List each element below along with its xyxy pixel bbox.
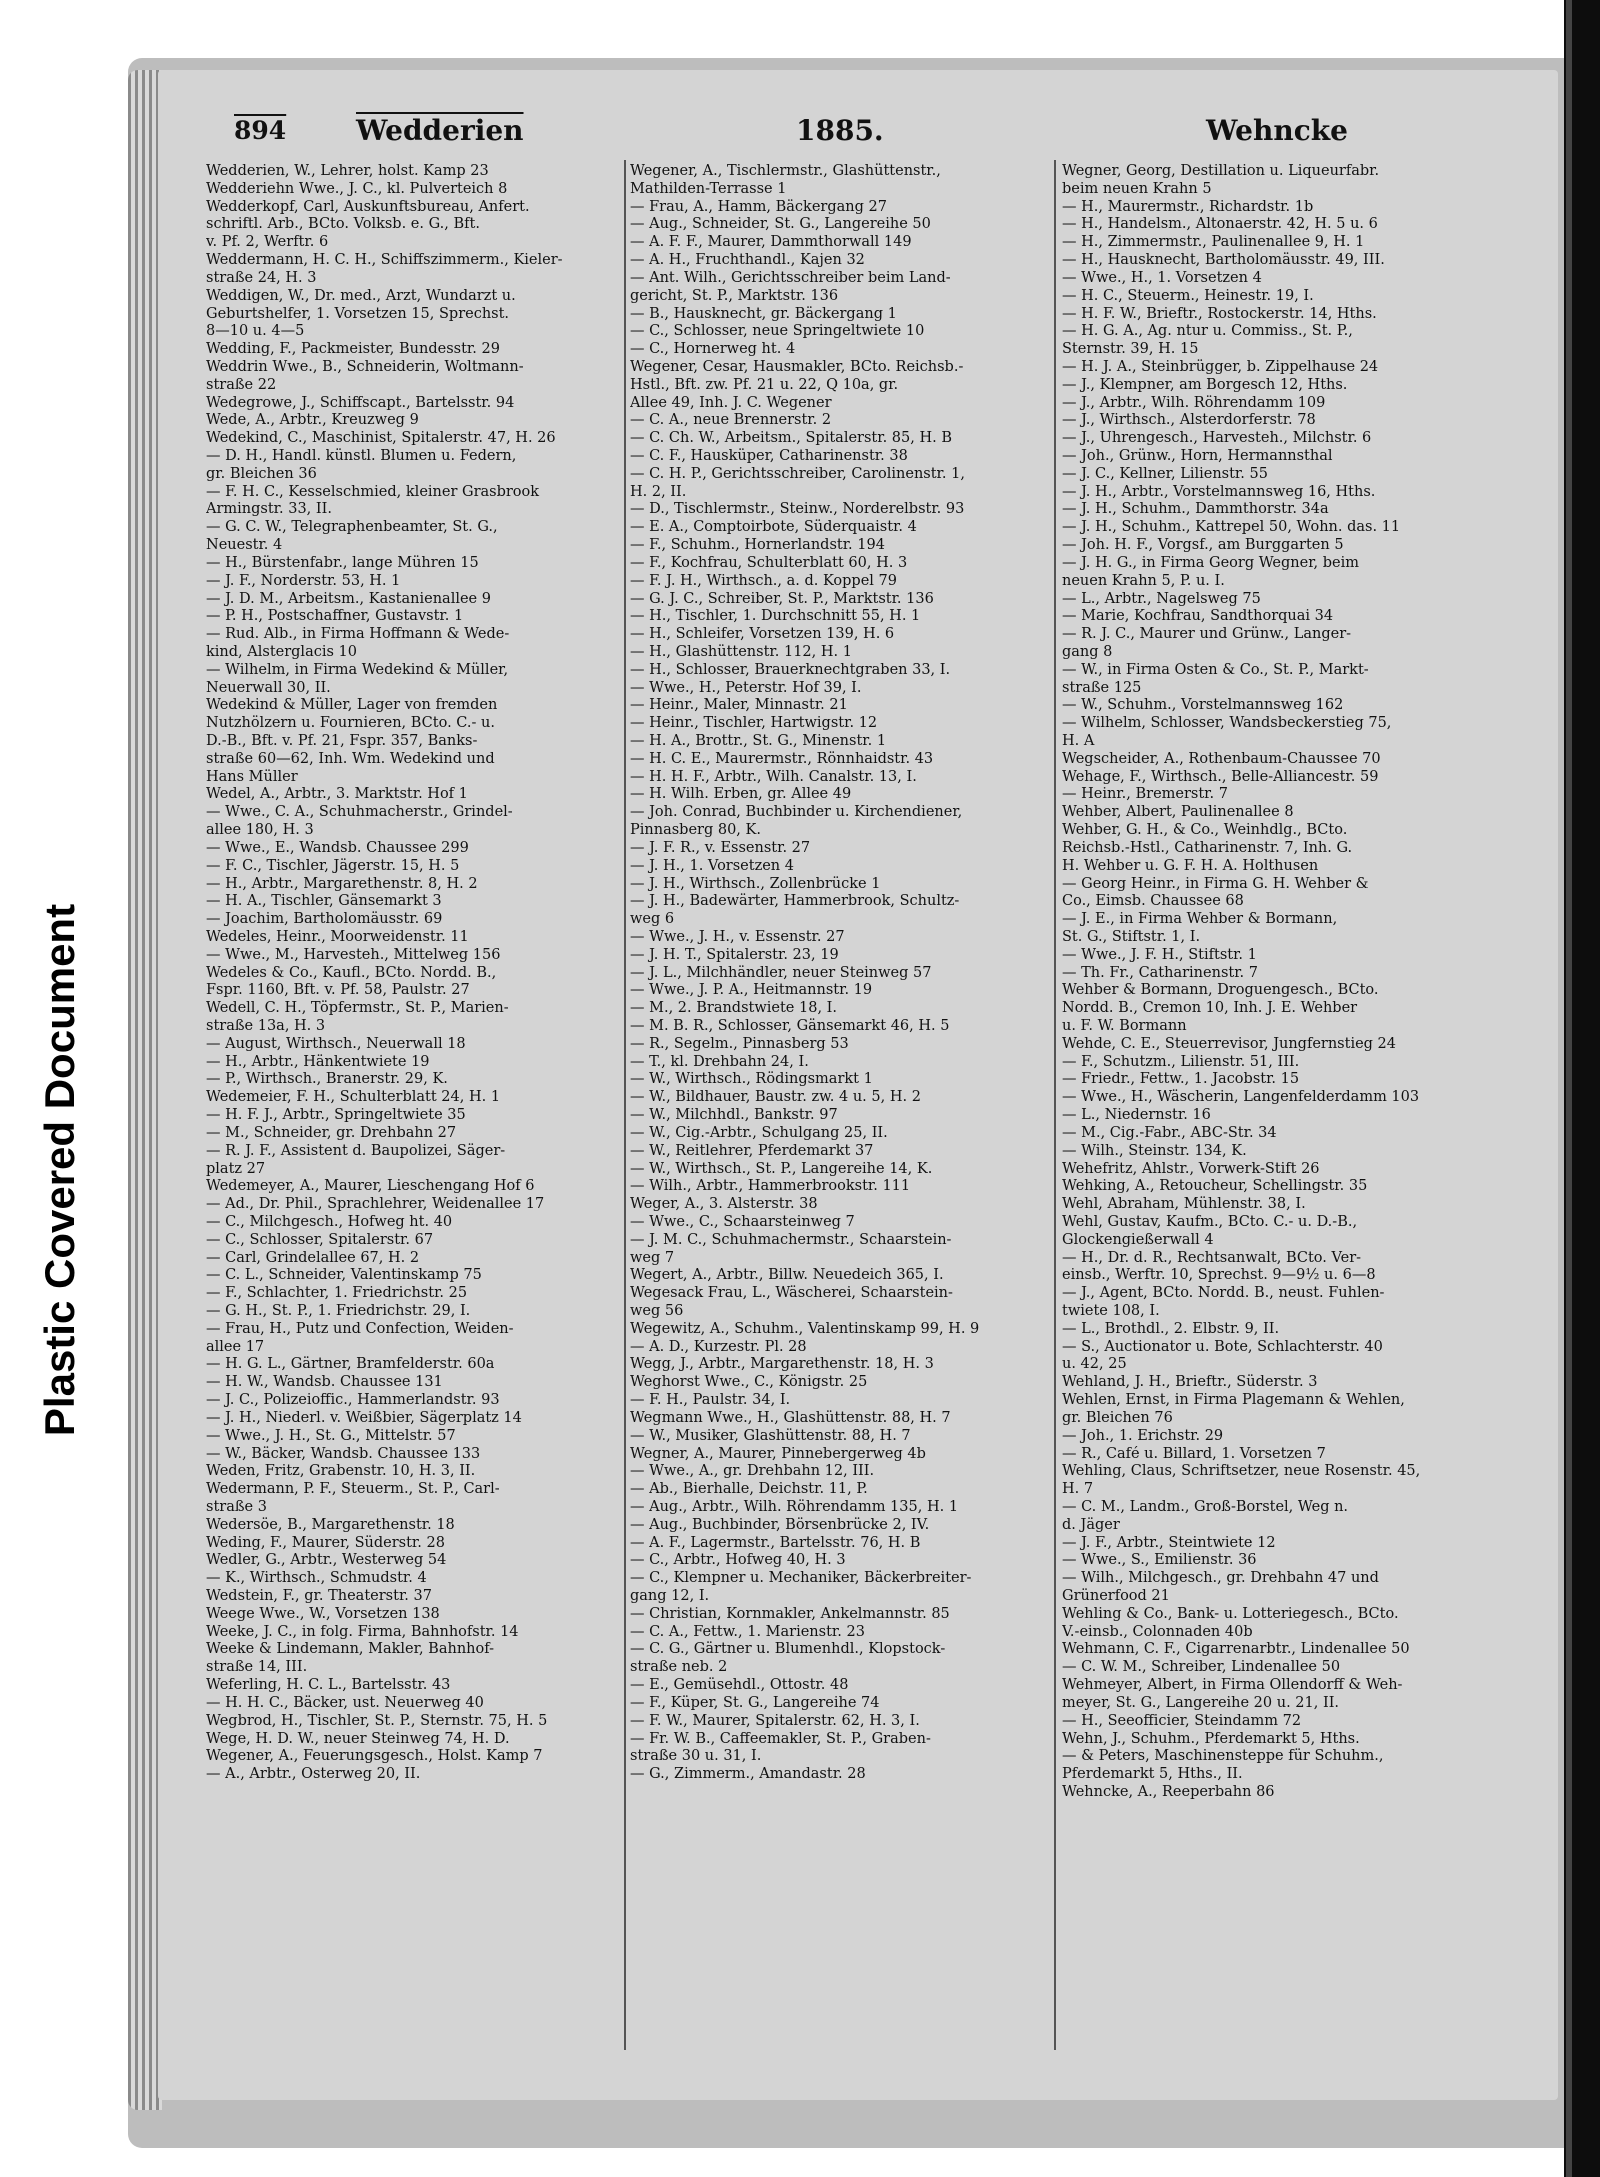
directory-line: Weeke & Lindemann, Makler, Bahnhof-: [206, 1641, 494, 1658]
directory-line: straße 3: [206, 1498, 267, 1515]
directory-line: gang 12, I.: [630, 1588, 710, 1604]
directory-line: — C. Ch. W., Arbeitsm., Spitalerstr. 85, H. B: [630, 430, 952, 447]
directory-column-1: [206, 163, 620, 1784]
directory-line: — Wilh., Steinstr. 134, K.: [1062, 1142, 1247, 1159]
directory-line: — Wwe., A., gr. Drehbahn 12, III.: [630, 1463, 875, 1480]
directory-line: Glockengießerwall 4: [1062, 1231, 1214, 1248]
directory-line: — C. A., Fettw., 1. Marienstr. 23: [630, 1623, 865, 1640]
directory-line: — A. F. F., Maurer, Dammthorwall 149: [630, 234, 912, 251]
directory-line: — C., Milchgesch., Hofweg ht. 40: [206, 1213, 453, 1230]
directory-line: — R., Café u. Billard, 1. Vorsetzen 7: [1062, 1445, 1326, 1462]
directory-line: — C. G., Gärtner u. Blumenhdl., Klopstock-: [630, 1641, 946, 1658]
directory-line: weg 6: [630, 911, 675, 928]
directory-line: — Frau, H., Putz und Confection, Weiden-: [206, 1320, 514, 1337]
directory-line: — J. E., in Firma Wehber & Bormann,: [1062, 911, 1338, 928]
directory-line: — C. H. P., Gerichtsschreiber, Carolinenstr. 1,: [630, 465, 965, 482]
directory-line: kind, Alsterglacis 10: [206, 643, 357, 660]
directory-line: Wegg, J., Arbtr., Margarethenstr. 18, H. 3: [630, 1356, 934, 1373]
directory-line: Wegesack Frau, L., Wäscherei, Schaarstein-: [630, 1285, 953, 1302]
directory-line: Neuerwall 30, II.: [206, 679, 331, 696]
directory-line: Wedekind & Müller, Lager von fremden: [206, 697, 498, 714]
directory-line: Nordd. B., Cremon 10, Inh. J. E. Wehber: [1062, 1000, 1358, 1017]
directory-line: straße neb. 2: [630, 1659, 728, 1676]
directory-line: — L., Brothdl., 2. Elbstr. 9, II.: [1062, 1320, 1280, 1337]
directory-line: Fspr. 1160, Bft. v. Pf. 58, Paulstr. 27: [206, 982, 470, 999]
directory-line: u. F. W. Bormann: [1062, 1018, 1187, 1034]
header-right-keyword: Wehncke: [1206, 114, 1348, 147]
directory-line: — C. L., Schneider, Valentinskamp 75: [206, 1267, 482, 1284]
header-left-keyword: Wedderien: [356, 114, 524, 147]
directory-line: — H. C., Steuerm., Heinestr. 19, I.: [1062, 287, 1314, 304]
directory-line: straße 22: [206, 376, 277, 393]
directory-line: — H. Wilh. Erben, gr. Allee 49: [630, 786, 852, 803]
directory-line: — F. H. C., Kesselschmied, kleiner Grasbrook: [206, 483, 540, 500]
directory-line: — Joh. H. F., Vorgsf., am Burggarten 5: [1062, 537, 1344, 554]
directory-line: — G., Zimmerm., Amandastr. 28: [630, 1766, 866, 1783]
directory-line: — Th. Fr., Catharinenstr. 7: [1062, 964, 1258, 981]
directory-line: — J., Klempner, am Borgesch 12, Hths.: [1062, 376, 1348, 393]
directory-line: — M. B. R., Schlosser, Gänsemarkt 46, H. 5: [630, 1018, 950, 1034]
directory-line: — C., Klempner u. Mechaniker, Bäckerbreiter-: [630, 1570, 972, 1587]
directory-line: — F., Schutzm., Lilienstr. 51, III.: [1062, 1053, 1300, 1070]
directory-line: D.-B., Bft. v. Pf. 21, Fspr. 357, Banks-: [206, 733, 478, 749]
directory-line: — B., Hausknecht, gr. Bäckergang 1: [630, 305, 897, 322]
directory-line: — F. H., Paulstr. 34, I.: [630, 1392, 791, 1409]
directory-line: — F. W., Maurer, Spitalerstr. 62, H. 3, I.: [630, 1712, 920, 1729]
directory-line: Wehmann, C. F., Cigarrenarbtr., Lindenallee 50: [1062, 1641, 1410, 1658]
directory-line: — J. D. M., Arbeitsm., Kastanienallee 9: [206, 590, 491, 607]
directory-line: — D., Tischlermstr., Steinw., Norderelbstr. 93: [630, 501, 965, 518]
directory-line: — J. H., Wirthsch., Zollenbrücke 1: [630, 875, 881, 892]
directory-line: Wehn, J., Schuhm., Pferdemarkt 5, Hths.: [1062, 1730, 1360, 1747]
directory-line: — Wilhelm, Schlosser, Wandsbeckerstieg 75,: [1062, 715, 1392, 732]
directory-line: — D. H., Handl. künstl. Blumen u. Federn,: [206, 448, 517, 464]
directory-line: — W., Cig.-Arbtr., Schulgang 25, II.: [630, 1124, 888, 1141]
directory-line: — H., Handelsm., Altonaerstr. 42, H. 5 u. 6: [1062, 216, 1378, 233]
directory-line: — A. H., Fruchthandl., Kajen 32: [630, 252, 865, 269]
right-border-highlight: [1566, 0, 1572, 2177]
directory-line: — T., kl. Drehbahn 24, I.: [630, 1053, 809, 1070]
directory-line: — J., Wirthsch., Alsterdorferstr. 78: [1062, 412, 1316, 429]
directory-line: — Marie, Kochfrau, Sandthorquai 34: [1062, 608, 1334, 625]
directory-line: — H., Schleifer, Vorsetzen 139, H. 6: [630, 626, 895, 643]
directory-line: Sternstr. 39, H. 15: [1062, 341, 1199, 358]
directory-line: — & Peters, Maschinensteppe für Schuhm.,: [1062, 1748, 1384, 1765]
directory-line: — Wwe., E., Wandsb. Chaussee 299: [206, 839, 469, 856]
directory-line: straße 30 u. 31, I.: [630, 1748, 762, 1765]
directory-line: Wege, H. D. W., neuer Steinweg 74, H. D.: [206, 1730, 510, 1747]
directory-line: — J. C., Polizeioffic., Hammerlandstr. 93: [206, 1392, 500, 1409]
directory-line: — H., Maurermstr., Richardstr. 1b: [1062, 198, 1314, 215]
directory-line: — Wwe., H., 1. Vorsetzen 4: [1062, 269, 1262, 286]
directory-line: beim neuen Krahn 5: [1062, 180, 1212, 197]
directory-line: Wehage, F., Wirthsch., Belle-Alliancestr. 59: [1062, 768, 1379, 785]
side-label-text: Plastic Covered Document: [36, 903, 83, 1437]
directory-line: — Wwe., H., Peterstr. Hof 39, I.: [630, 679, 862, 696]
directory-line: — Wwe., S., Emilienstr. 36: [1062, 1552, 1257, 1569]
directory-line: Wehmeyer, Albert, in Firma Ollendorff & Weh-: [1062, 1677, 1403, 1694]
directory-line: — Wwe., J. H., v. Essenstr. 27: [630, 928, 845, 945]
directory-line: straße 125: [1062, 679, 1142, 696]
directory-line: — Wwe., J. P. A., Heitmannstr. 19: [630, 982, 873, 999]
directory-line: — W., Wirthsch., St. P., Langereihe 14, K.: [630, 1160, 933, 1177]
directory-line: V.-einsb., Colonnaden 40b: [1062, 1623, 1253, 1640]
directory-line: — R., Segelm., Pinnasberg 53: [630, 1035, 849, 1052]
directory-line: — C., Schlosser, neue Springeltwiete 10: [630, 323, 925, 340]
directory-line: Wedemeyer, A., Maurer, Lieschengang Hof 6: [206, 1178, 535, 1195]
directory-line: Wedderkopf, Carl, Auskunftsbureau, Anfert.: [206, 198, 530, 215]
directory-line: gr. Bleichen 36: [206, 465, 317, 482]
directory-line: Wedermann, P. F., Steuerm., St. P., Carl-: [206, 1481, 500, 1498]
directory-line: schriftl. Arb., BCto. Volksb. e. G., Bft.: [206, 216, 480, 233]
directory-line: Wedeles & Co., Kaufl., BCto. Nordd. B.,: [206, 964, 497, 981]
directory-line: Weddrin Wwe., B., Schneiderin, Woltmann-: [206, 358, 524, 375]
directory-line: Grünerfood 21: [1062, 1588, 1170, 1604]
directory-line: — H., Seeofficier, Steindamm 72: [1062, 1712, 1302, 1729]
directory-line: — C. W. M., Schreiber, Lindenallee 50: [1062, 1659, 1341, 1676]
directory-line: — W., in Firma Osten & Co., St. P., Markt-: [1062, 661, 1369, 678]
directory-line: — H., Schlosser, Brauerknechtgraben 33, I.: [630, 661, 951, 678]
directory-line: Wedel, A., Arbtr., 3. Marktstr. Hof 1: [206, 786, 468, 803]
directory-line: — H., Zimmermstr., Paulinenallee 9, H. 1: [1062, 234, 1365, 251]
directory-line: — H., Tischler, 1. Durchschnitt 55, H. 1: [630, 608, 921, 625]
directory-line: Wehber, Albert, Paulinenallee 8: [1062, 804, 1294, 821]
directory-line: — Aug., Buchbinder, Börsenbrücke 2, IV.: [630, 1516, 930, 1533]
directory-line: — Carl, Grindelallee 67, H. 2: [206, 1249, 420, 1266]
directory-line: — Wwe., C. A., Schuhmacherstr., Grindel-: [206, 804, 513, 821]
directory-line: Wegert, A., Arbtr., Billw. Neuedeich 365, I.: [630, 1267, 944, 1284]
directory-line: Wedler, G., Arbtr., Westerweg 54: [206, 1552, 447, 1569]
directory-line: Wegener, A., Feuerungsgesch., Holst. Kamp 7: [206, 1748, 543, 1765]
column-divider-2: [1054, 160, 1056, 2050]
directory-line: Wedell, C. H., Töpfermstr., St. P., Marien-: [206, 1000, 509, 1017]
directory-line: — Frau, A., Hamm, Bäckergang 27: [630, 198, 887, 215]
directory-line: Wegener, A., Tischlermstr., Glashüttenstr.,: [630, 163, 941, 179]
directory-line: — C. F., Hausküper, Catharinenstr. 38: [630, 448, 908, 464]
directory-line: Wehking, A., Retoucheur, Schellingstr. 35: [1062, 1178, 1368, 1195]
directory-line: — A., Arbtr., Osterweg 20, II.: [206, 1766, 421, 1783]
directory-line: straße 13a, H. 3: [206, 1018, 326, 1034]
directory-line: Wehland, J. H., Brieftr., Süderstr. 3: [1062, 1374, 1318, 1391]
directory-line: Wehlen, Ernst, in Firma Plagemann & Wehlen,: [1062, 1392, 1405, 1409]
directory-line: — Aug., Arbtr., Wilh. Röhrendamm 135, H. 1: [630, 1498, 959, 1515]
directory-line: — Friedr., Fettw., 1. Jacobstr. 15: [1062, 1071, 1300, 1088]
directory-line: gericht, St. P., Marktstr. 136: [630, 287, 839, 304]
directory-line: — J. F., Arbtr., Steintwiete 12: [1062, 1534, 1276, 1551]
directory-line: Wedderiehn Wwe., J. C., kl. Pulverteich 8: [206, 180, 508, 197]
directory-line: Wehncke, A., Reeperbahn 86: [1062, 1783, 1275, 1800]
directory-line: Wedersöe, B., Margarethenstr. 18: [206, 1516, 455, 1533]
directory-line: Wehde, C. E., Steuerrevisor, Jungfernstieg 24: [1062, 1035, 1397, 1052]
directory-line: v. Pf. 2, Werftr. 6: [206, 234, 329, 251]
directory-line: — J. M. C., Schuhmachermstr., Schaarstein-: [630, 1231, 952, 1248]
directory-line: — J. H. T., Spitalerstr. 23, 19: [630, 946, 839, 963]
directory-line: — G. C. W., Telegraphenbeamter, St. G.,: [206, 519, 498, 536]
directory-line: d. Jäger: [1062, 1516, 1120, 1533]
directory-line: — H. A., Tischler, Gänsemarkt 3: [206, 893, 442, 910]
directory-line: Wegscheider, A., Rothenbaum-Chaussee 70: [1062, 750, 1381, 767]
directory-line: — H. H. C., Bäcker, ust. Neuerweg 40: [206, 1694, 484, 1711]
directory-line: Wehl, Abraham, Mühlenstr. 38, I.: [1062, 1196, 1306, 1213]
directory-line: Wehling & Co., Bank- u. Lotteriegesch., BCto.: [1062, 1605, 1399, 1622]
directory-line: Wehber & Bormann, Droguengesch., BCto.: [1062, 982, 1379, 999]
directory-line: — J. H., Schuhm., Dammthorstr. 34a: [1062, 501, 1329, 518]
directory-line: Weferling, H. C. L., Bartelsstr. 43: [206, 1677, 451, 1694]
directory-line: — C., Arbtr., Hofweg 40, H. 3: [630, 1552, 846, 1569]
directory-line: u. 42, 25: [1062, 1356, 1127, 1373]
directory-line: H. 2, II.: [630, 483, 687, 500]
directory-line: — H. F. J., Arbtr., Springeltwiete 35: [206, 1107, 466, 1124]
directory-line: Hstl., Bft. zw. Pf. 21 u. 22, Q 10a, gr.: [630, 376, 899, 393]
directory-line: Mathilden-Terrasse 1: [630, 180, 787, 197]
directory-line: Weghorst Wwe., C., Königstr. 25: [630, 1374, 868, 1391]
directory-line: — H., Dr. d. R., Rechtsanwalt, BCto. Ver-: [1062, 1249, 1362, 1266]
directory-line: — G. J. C., Schreiber, St. P., Marktstr. 136: [630, 590, 934, 607]
directory-line: — C. A., neue Brennerstr. 2: [630, 412, 832, 429]
directory-line: Wedeles, Heinr., Moorweidenstr. 11: [206, 928, 469, 945]
directory-line: — Heinr., Bremerstr. 7: [1062, 786, 1228, 803]
directory-line: — W., Bäcker, Wandsb. Chaussee 133: [206, 1445, 481, 1462]
directory-line: — J., Agent, BCto. Nordd. B., neust. Fuhlen-: [1062, 1285, 1385, 1302]
directory-line: — C., Schlosser, Spitalerstr. 67: [206, 1231, 434, 1248]
directory-line: — F., Kochfrau, Schulterblatt 60, H. 3: [630, 554, 908, 571]
directory-line: St. G., Stiftstr. 1, I.: [1062, 928, 1201, 945]
directory-line: — Ad., Dr. Phil., Sprachlehrer, Weidenallee 17: [206, 1196, 545, 1213]
directory-line: — J. F., Norderstr. 53, H. 1: [206, 572, 401, 589]
directory-line: — H., Arbtr., Hänkentwiete 19: [206, 1053, 430, 1070]
directory-line: — M., Schneider, gr. Drehbahn 27: [206, 1124, 457, 1141]
header-year: 1885.: [796, 114, 884, 147]
directory-line: 8—10 u. 4—5: [206, 323, 305, 340]
directory-line: Wegewitz, A., Schuhm., Valentinskamp 99, H. 9: [630, 1320, 980, 1337]
directory-line: — J. H., 1. Vorsetzen 4: [630, 857, 794, 874]
directory-line: Wegner, Georg, Destillation u. Liqueurfabr.: [1062, 163, 1380, 179]
directory-line: — Joh. Conrad, Buchbinder u. Kirchendiener,: [630, 804, 963, 821]
directory-line: — Ant. Wilh., Gerichtsschreiber beim Land-: [630, 269, 951, 286]
page-number: 894: [234, 116, 287, 145]
directory-line: Neuestr. 4: [206, 537, 283, 554]
directory-line: — J. H. G., in Firma Georg Wegner, beim: [1062, 554, 1360, 571]
directory-column-2: [630, 163, 1048, 1784]
directory-line: Wegmann Wwe., H., Glashüttenstr. 88, H. 7: [630, 1409, 951, 1426]
book-page-edges: [128, 70, 162, 2110]
directory-line: — A. D., Kurzestr. Pl. 28: [630, 1338, 807, 1355]
column-divider-1: [624, 160, 626, 2050]
directory-line: — G. H., St. P., 1. Friedrichstr. 29, I.: [206, 1303, 471, 1319]
directory-line: — Georg Heinr., in Firma G. H. Wehber &: [1062, 875, 1369, 892]
directory-line: Wedemeier, F. H., Schulterblatt 24, H. 1: [206, 1089, 501, 1106]
directory-line: weg 56: [630, 1303, 684, 1319]
directory-line: — F., Schuhm., Hornerlandstr. 194: [630, 537, 885, 554]
directory-line: — F., Schlachter, 1. Friedrichstr. 25: [206, 1285, 468, 1302]
directory-line: — K., Wirthsch., Schmudstr. 4: [206, 1570, 427, 1587]
directory-column-3: [1062, 163, 1532, 1802]
directory-line: — Rud. Alb., in Firma Hoffmann & Wede-: [206, 626, 510, 643]
directory-line: — Joh., Grünw., Horn, Hermannsthal: [1062, 448, 1333, 464]
directory-line: Wehling, Claus, Schriftsetzer, neue Rosenstr. 45,: [1062, 1463, 1421, 1480]
directory-line: — H. H. F., Arbtr., Wilh. Canalstr. 13, I.: [630, 768, 917, 785]
directory-line: straße 14, III.: [206, 1659, 308, 1676]
directory-line: — Aug., Schneider, St. G., Langereihe 50: [630, 216, 931, 233]
directory-line: — H., Glashüttenstr. 112, H. 1: [630, 643, 852, 660]
directory-line: Weeke, J. C., in folg. Firma, Bahnhofstr. 14: [206, 1623, 519, 1640]
directory-line: Weden, Fritz, Grabenstr. 10, H. 3, II.: [206, 1463, 476, 1480]
directory-line: — L., Niedernstr. 16: [1062, 1107, 1211, 1124]
directory-line: — L., Arbtr., Nagelsweg 75: [1062, 590, 1261, 607]
directory-line: — H. J. A., Steinbrügger, b. Zippelhause 24: [1062, 358, 1379, 375]
directory-line: — August, Wirthsch., Neuerwall 18: [206, 1035, 466, 1052]
directory-line: Wedderien, W., Lehrer, holst. Kamp 23: [206, 163, 489, 179]
directory-line: Armingstr. 33, II.: [206, 501, 332, 518]
directory-line: — H., Bürstenfabr., lange Mühren 15: [206, 554, 479, 571]
directory-line: — F. C., Tischler, Jägerstr. 15, H. 5: [206, 857, 460, 874]
directory-line: platz 27: [206, 1160, 266, 1177]
directory-line: — Wwe., H., Wäscherin, Langenfelderdamm 103: [1062, 1089, 1420, 1106]
directory-line: — Christian, Kornmakler, Ankelmannstr. 85: [630, 1605, 950, 1622]
directory-line: — F. J. H., Wirthsch., a. d. Koppel 79: [630, 572, 897, 589]
directory-line: Pferdemarkt 5, Hths., II.: [1062, 1766, 1243, 1783]
directory-line: — J. H., Niederl. v. Weißbier, Sägerplatz 14: [206, 1409, 522, 1426]
directory-line: — M., 2. Brandstwiete 18, I.: [630, 1000, 838, 1017]
directory-line: Geburtshelfer, 1. Vorsetzen 15, Sprechst.: [206, 305, 510, 322]
directory-line: — E., Gemüsehdl., Ottostr. 48: [630, 1677, 849, 1694]
directory-line: — H. C. E., Maurermstr., Rönnhaidstr. 43: [630, 750, 934, 767]
directory-line: — C. M., Landm., Groß-Borstel, Weg n.: [1062, 1498, 1349, 1515]
directory-line: allee 17: [206, 1338, 265, 1355]
directory-line: Nutzhölzern u. Fournieren, BCto. C.- u.: [206, 715, 495, 732]
directory-line: H. A: [1062, 733, 1095, 749]
directory-line: allee 180, H. 3: [206, 822, 314, 839]
directory-line: — E. A., Comptoirbote, Süderquaistr. 4: [630, 519, 917, 536]
directory-line: Wede, A., Arbtr., Kreuzweg 9: [206, 412, 419, 429]
directory-line: — W., Schuhm., Vorstelmannsweg 162: [1062, 697, 1344, 714]
directory-line: — J., Uhrengesch., Harvesteh., Milchstr. 6: [1062, 430, 1372, 447]
directory-line: gr. Bleichen 76: [1062, 1409, 1173, 1426]
directory-line: Hans Müller: [206, 768, 298, 785]
directory-line: — Wwe., J. H., St. G., Mittelstr. 57: [206, 1427, 456, 1444]
directory-line: Pinnasberg 80, K.: [630, 822, 761, 839]
directory-line: — F., Küper, St. G., Langereihe 74: [630, 1694, 880, 1711]
directory-line: — P. H., Postschaffner, Gustavstr. 1: [206, 608, 464, 625]
directory-line: Wedegrowe, J., Schiffscapt., Bartelsstr. 94: [206, 394, 515, 411]
directory-line: — J. H., Arbtr., Vorstelmannsweg 16, Hths.: [1062, 483, 1376, 500]
directory-line: — Joachim, Bartholomäusstr. 69: [206, 911, 443, 928]
directory-line: — Wwe., J. F. H., Stiftstr. 1: [1062, 946, 1257, 963]
directory-line: straße 60—62, Inh. Wm. Wedekind und: [206, 750, 495, 767]
directory-line: — Fr. W. B., Caffeemakler, St. P., Graben-: [630, 1730, 931, 1747]
directory-line: gang 8: [1062, 643, 1113, 660]
directory-line: einsb., Werftr. 10, Sprechst. 9—9½ u. 6—8: [1062, 1267, 1376, 1284]
directory-line: Reichsb.-Hstl., Catharinenstr. 7, Inh. G.: [1062, 839, 1353, 856]
directory-line: Wegbrod, H., Tischler, St. P., Sternstr. 75, H. 5: [206, 1712, 548, 1729]
directory-line: Wegner, A., Maurer, Pinnebergerweg 4b: [630, 1445, 926, 1462]
directory-line: Wehber, G. H., & Co., Weinhdlg., BCto.: [1062, 822, 1348, 839]
directory-line: Weddigen, W., Dr. med., Arzt, Wundarzt u.: [206, 287, 516, 304]
directory-line: — H. W., Wandsb. Chaussee 131: [206, 1374, 443, 1391]
directory-line: — J. C., Kellner, Lilienstr. 55: [1062, 465, 1268, 482]
directory-line: meyer, St. G., Langereihe 20 u. 21, II.: [1062, 1694, 1340, 1711]
directory-line: — J., Arbtr., Wilh. Röhrendamm 109: [1062, 394, 1326, 411]
directory-line: Co., Eimsb. Chaussee 68: [1062, 893, 1244, 910]
directory-line: — A. F., Lagermstr., Bartelsstr. 76, H. B: [630, 1534, 921, 1551]
directory-line: H. Wehber u. G. F. H. A. Holthusen: [1062, 857, 1319, 874]
directory-line: Weege Wwe., W., Vorsetzen 138: [206, 1605, 440, 1622]
directory-line: — Wwe., M., Harvesteh., Mittelweg 156: [206, 946, 501, 963]
directory-line: — S., Auctionator u. Bote, Schlachterstr. 40: [1062, 1338, 1383, 1355]
directory-line: — Ab., Bierhalle, Deichstr. 11, P.: [630, 1481, 868, 1498]
directory-line: straße 24, H. 3: [206, 269, 317, 286]
directory-line: Weding, F., Maurer, Süderstr. 28: [206, 1534, 445, 1551]
directory-line: — H. A., Brottr., St. G., Minenstr. 1: [630, 733, 887, 749]
directory-line: — R. J. C., Maurer und Grünw., Langer-: [1062, 626, 1352, 643]
directory-line: Wegener, Cesar, Hausmakler, BCto. Reichsb.-: [630, 358, 964, 375]
directory-line: — Heinr., Tischler, Hartwigstr. 12: [630, 715, 878, 732]
directory-line: — Wilhelm, in Firma Wedekind & Müller,: [206, 661, 509, 678]
directory-line: — C., Hornerweg ht. 4: [630, 341, 796, 358]
directory-line: Wehl, Gustav, Kaufm., BCto. C.- u. D.-B.,: [1062, 1213, 1358, 1230]
directory-line: Wedekind, C., Maschinist, Spitalerstr. 47, H. 26: [206, 430, 556, 447]
directory-line: — H. F. W., Brieftr., Rostockerstr. 14, Hths.: [1062, 305, 1377, 322]
directory-line: — W., Reitlehrer, Pferdemarkt 37: [630, 1142, 874, 1159]
directory-line: Wedding, F., Packmeister, Bundesstr. 29: [206, 341, 500, 358]
directory-line: — Wwe., C., Schaarsteinweg 7: [630, 1213, 855, 1230]
directory-line: — P., Wirthsch., Branerstr. 29, K.: [206, 1071, 448, 1088]
directory-line: — J. F. R., v. Essenstr. 27: [630, 839, 811, 856]
directory-line: — H., Hausknecht, Bartholomäusstr. 49, III.: [1062, 252, 1385, 269]
directory-line: Weddermann, H. C. H., Schiffszimmerm., Kieler-: [206, 252, 563, 269]
directory-line: — W., Milchhdl., Bankstr. 97: [630, 1107, 838, 1124]
directory-line: — J. L., Milchhändler, neuer Steinweg 57: [630, 964, 932, 981]
directory-line: twiete 108, I.: [1062, 1303, 1160, 1319]
directory-line: Allee 49, Inh. J. C. Wegener: [630, 394, 832, 411]
directory-line: weg 7: [630, 1249, 675, 1266]
directory-line: — H. G. L., Gärtner, Bramfelderstr. 60a: [206, 1356, 495, 1373]
directory-line: — W., Musiker, Glashüttenstr. 88, H. 7: [630, 1427, 911, 1444]
page-header: [206, 110, 1536, 160]
directory-line: — Heinr., Maler, Minnastr. 21: [630, 697, 848, 714]
directory-line: — H., Arbtr., Margarethenstr. 8, H. 2: [206, 875, 478, 892]
directory-line: Wehefritz, Ahlstr., Vorwerk-Stift 26: [1062, 1160, 1320, 1177]
directory-line: — R. J. F., Assistent d. Baupolizei, Säger-: [206, 1142, 506, 1159]
directory-line: — Joh., 1. Erichstr. 29: [1062, 1427, 1224, 1444]
directory-line: — J. H., Schuhm., Kattrepel 50, Wohn. das. 11: [1062, 519, 1401, 536]
directory-line: — W., Wirthsch., Rödingsmarkt 1: [630, 1071, 873, 1088]
side-label: [0, 0, 120, 2177]
directory-line: — J. H., Badewärter, Hammerbrook, Schultz-: [630, 893, 960, 910]
directory-line: — Wilh., Arbtr., Hammerbrookstr. 111: [630, 1178, 911, 1195]
directory-line: Weger, A., 3. Alsterstr. 38: [630, 1196, 818, 1213]
directory-line: — W., Bildhauer, Baustr. zw. 4 u. 5, H. 2: [630, 1089, 921, 1106]
directory-line: — Wilh., Milchgesch., gr. Drehbahn 47 und: [1062, 1570, 1379, 1587]
directory-line: Wedstein, F., gr. Theaterstr. 37: [206, 1588, 432, 1604]
directory-line: — H. G. A., Ag. ntur u. Commiss., St. P.,: [1062, 323, 1353, 340]
directory-line: neuen Krahn 5, P. u. I.: [1062, 572, 1225, 589]
directory-line: — M., Cig.-Fabr., ABC-Str. 34: [1062, 1124, 1277, 1141]
directory-line: H. 7: [1062, 1481, 1094, 1498]
